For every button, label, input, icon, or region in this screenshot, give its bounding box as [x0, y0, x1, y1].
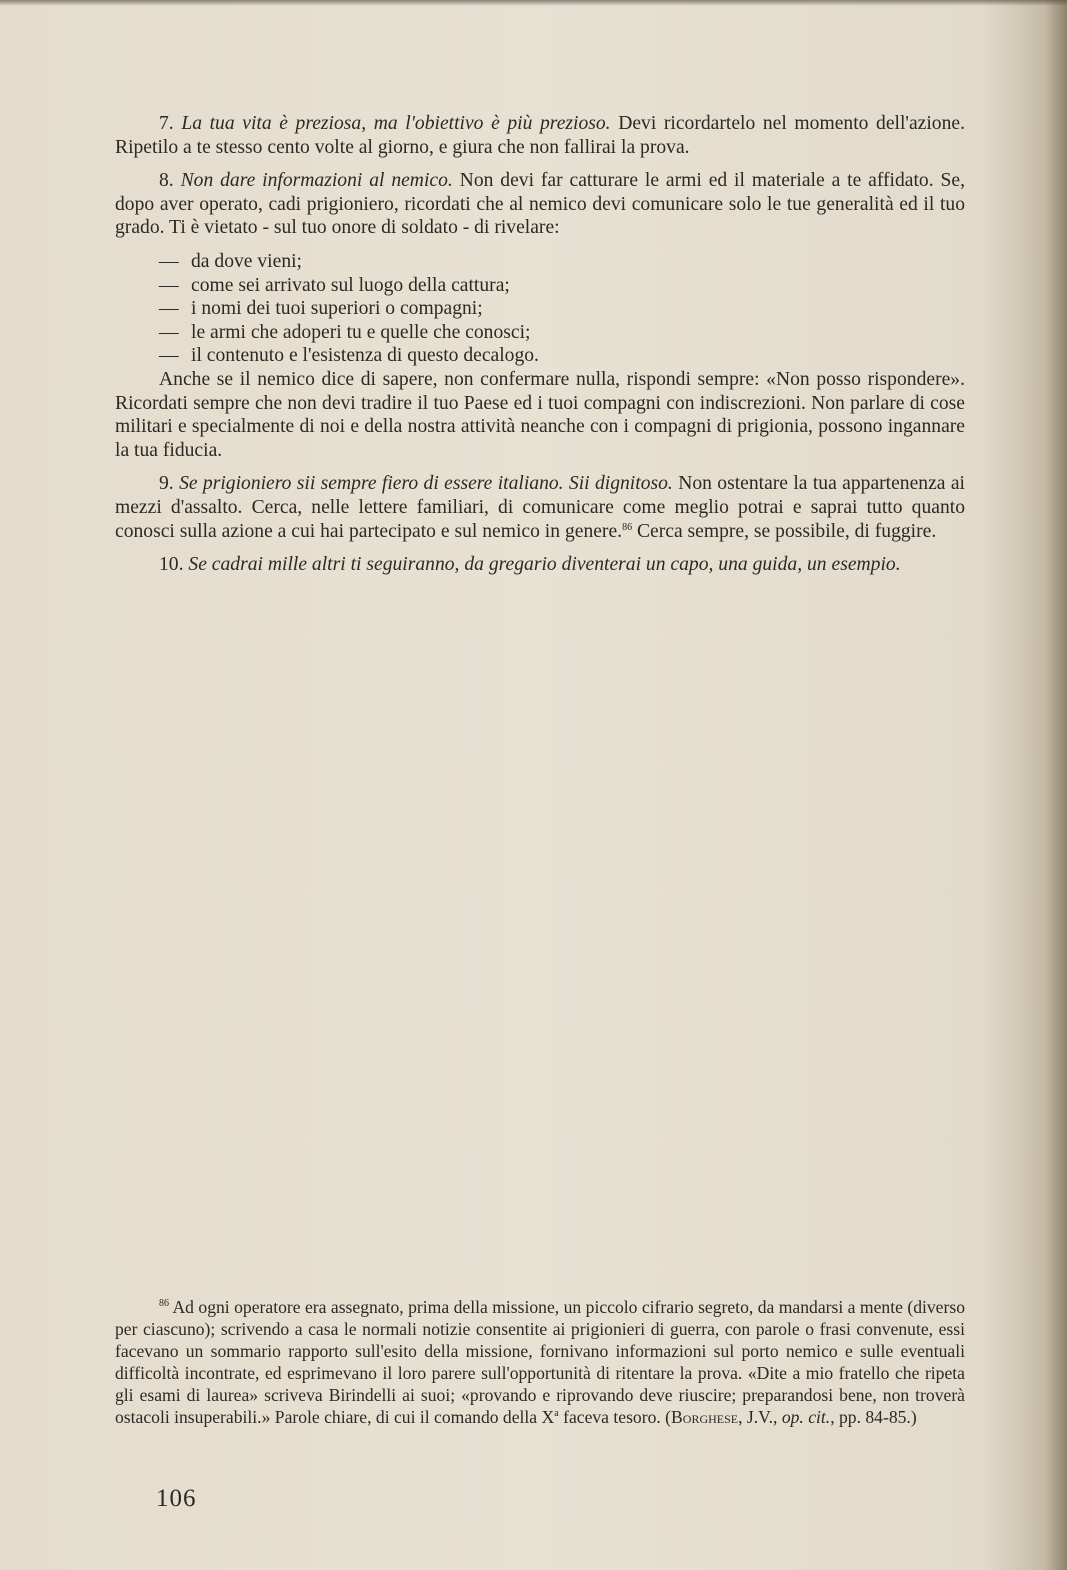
list-item [115, 344, 965, 368]
footnote-text: Ad ogni operatore era assegnato, prima della missione, un piccolo cifrario segreto, da mandarsi a mente (diverso per ciascuno); scrivendo a casa le normali notizie consentite ai prigionieri di guerra, con parole o frasi convenute, essi facevano un sommario rapporto sull'esito della missione, fornivano informazioni sul porto nemico e sulle eventuali difficoltà incontrate, ed esprimevano il loro parere sull'opportunità di ritentare la prova. «Dite a mio fratello che ripeta gli esami di laurea» scriveva Birindelli ai suoi; «provando e riprovando deve riuscire; preparandosi bene, non troverà ostacoli insuperabili.» Parole chiare, di cui il comando della X [115, 1297, 965, 1427]
paragraph-9-text-end: Cerca sempre, se possibile, di fuggire. [636, 520, 937, 542]
list-dash: — [159, 321, 179, 343]
paragraph-7 [115, 112, 965, 159]
footnote-number: 86 [159, 1298, 169, 1309]
list-item-text: le armi che adoperi tu e quelle che conosci; [191, 321, 531, 343]
paragraph-7-number: 7. [159, 113, 174, 134]
footnote-pages: , pp. 84-85.) [830, 1407, 917, 1427]
list-item [115, 321, 965, 345]
footnote-reference[interactable]: 86 [622, 521, 633, 533]
list-dash: — [159, 298, 179, 320]
footnote [115, 1296, 965, 1428]
list-dash: — [159, 250, 179, 272]
paragraph-8-number: 8. [159, 170, 174, 192]
paragraph-10-title: Se cadrai mille altri ti seguiranno, da gregario diventerai un capo, una guida, un esempio. [188, 554, 901, 576]
paragraph-8 [115, 169, 965, 240]
footnote-text-2: faceva tesoro. ( [563, 1407, 672, 1427]
list-item-text: i nomi dei tuoi superiori o compagni; [191, 298, 483, 320]
main-text [115, 112, 965, 577]
page-spine-shadow [1045, 0, 1067, 1570]
list-item-text: il contenuto e l'esistenza di questo decalogo. [191, 345, 539, 367]
footnote-86 [115, 1296, 965, 1428]
footnote-superscript-a: a [554, 1408, 559, 1419]
list-item-text: da dove vieni; [191, 250, 302, 272]
list-item [115, 297, 965, 321]
paragraph-7-text: Devi ricordartelo nel momento dell'azione. Ripetilo a te stesso cento volte al giorno, e giura che non fallirai la prova. [115, 113, 965, 158]
paragraph-9-number: 9. [159, 473, 174, 495]
page-top-edge [0, 0, 1067, 6]
list-dash: — [159, 345, 179, 367]
footnote-op-cit: op. cit. [781, 1407, 831, 1427]
secrets-list [115, 250, 965, 368]
list-item-text: come sei arrivato sul luogo della cattura; [191, 274, 510, 296]
list-dash: — [159, 274, 179, 296]
paragraph-8-text: Non devi far catturare le armi ed il materiale a te affidato. Se, dopo aver operato, cadi prigioniero, ricordati che al nemico devi comunicare solo le tue generalità ed il tuo grado. Ti è vietato - sul tuo onore di soldato - di rivelare: [115, 170, 965, 239]
list-item [115, 250, 965, 274]
page-number: 106 [156, 1485, 197, 1512]
footnote-text-3: , J.V., [738, 1407, 778, 1427]
paragraph-8-title: Non dare informazioni al nemico. [180, 170, 453, 192]
paragraph-9-title: Se prigioniero sii sempre fiero di essere italiano. Sii dignitoso. [179, 473, 673, 495]
paragraph-10 [115, 553, 965, 577]
paragraph-10-number: 10. [159, 554, 184, 576]
paragraph-9-text: Non ostentare la tua appartenenza ai mezzi d'assalto. Cerca, nelle lettere familiari, di comunicare come meglio potrai e saprai tutto quanto conosci sulla azione a cui hai partecipato e sul nemico in genere. [115, 473, 965, 542]
paragraph-7-title: La tua vita è preziosa, ma l'obiettivo è più prezioso. [181, 113, 611, 134]
list-item [115, 274, 965, 298]
paragraph-8-continued: Anche se il nemico dice di sapere, non confermare nulla, rispondi sempre: «Non posso rispondere». Ricordati sempre che non devi tradire il tuo Paese ed i tuoi compagni con indiscrezioni. Non parlare di cose militari e specialmente di noi e della nostra attività neanche con i compagni di prigionia, possono ingannare la tua fiducia. [115, 368, 965, 461]
footnote-author: Borghese [671, 1407, 739, 1427]
paragraph-9 [115, 472, 965, 543]
